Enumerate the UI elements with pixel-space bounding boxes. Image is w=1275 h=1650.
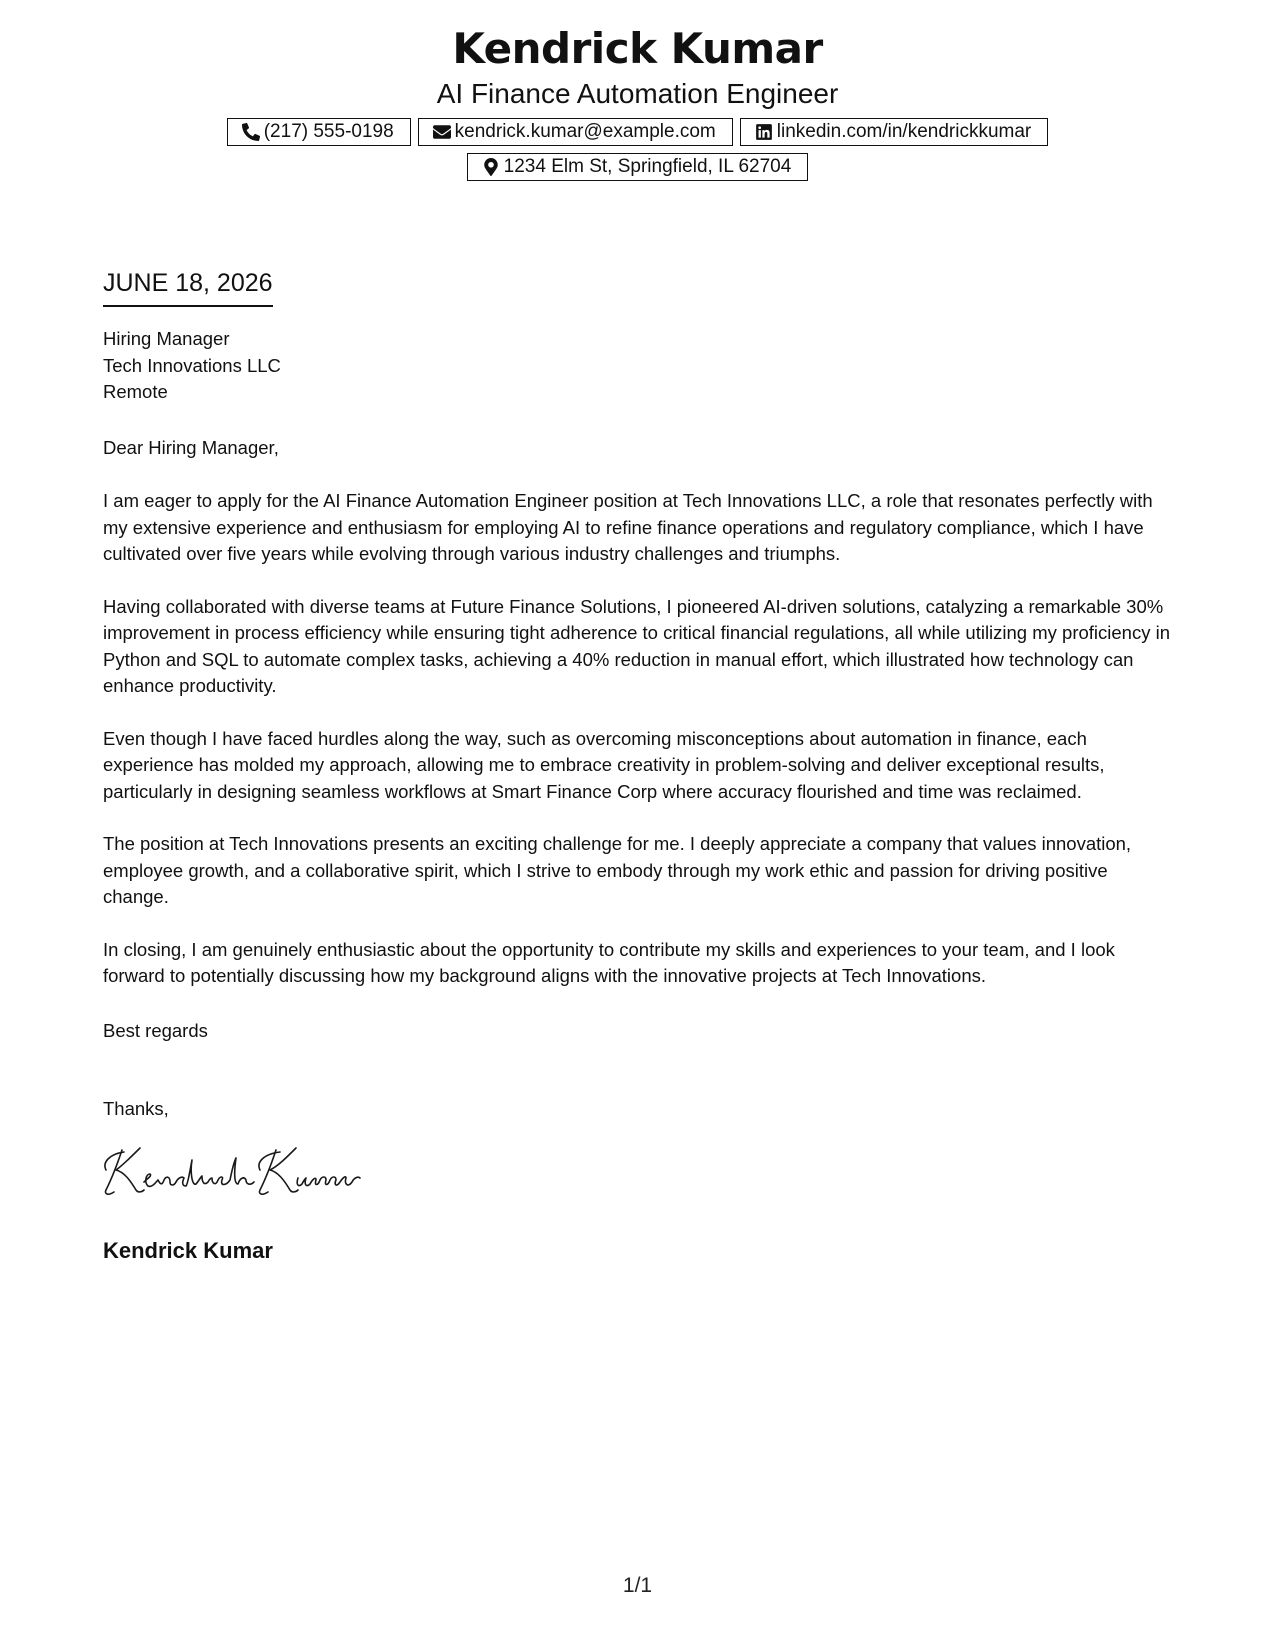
salutation: Dear Hiring Manager, [103, 437, 279, 458]
signature-image [100, 1140, 370, 1200]
body-paragraph: Even though I have faced hurdles along the way, such as overcoming misconceptions about automation in finance, each experience has molded my approach, allowing me to embrace creativity in problem-solving and deliver exceptional results, particularly in designing seamless workflows at Smart Finance Corp where accuracy flourished and time was reclaimed. [103, 727, 1105, 802]
contact-address [467, 153, 809, 181]
phone-icon [242, 123, 260, 141]
contact-row-secondary [0, 153, 1275, 181]
contact-linkedin[interactable] [740, 118, 1049, 146]
applicant-title: AI Finance Automation Engineer [436, 78, 839, 109]
contact-row-primary [0, 118, 1275, 146]
contact-phone [227, 118, 411, 146]
recipient-company: Tech Innovations LLC [103, 354, 281, 376]
recipient-name: Hiring Manager [103, 328, 230, 349]
contact-phone-text: (217) 555-0198 [263, 121, 394, 142]
contact-linkedin-text: linkedin.com/in/kendrickkumar [776, 121, 1032, 142]
applicant-name: Kendrick Kumar [452, 24, 823, 73]
signed-name: Kendrick Kumar [103, 1238, 273, 1263]
letter-date: JUNE 18, 2026 [103, 267, 273, 307]
body-paragraph: The position at Tech Innovations presents an exciting challenge for me. I deeply appreciate a company that values innovation, employee growth, and a collaborative spirit, which I strive to embody through my work ethic and passion for driving positive change. [103, 833, 1132, 907]
body-paragraph: Having collaborated with diverse teams at Future Finance Solutions, I pioneered AI-driven solutions, catalyzing a remarkable 30% improvement in process efficiency while ensuring tight adherence to critical financial regulations, all while utilizing my proficiency in Python and SQL to automate complex tasks, achieving a 40% reduction in manual effort, which illustrated how technology can enhance productivity. [103, 595, 1171, 696]
letter-header [0, 22, 1275, 181]
letter-body [103, 488, 1178, 1016]
contact-email-text: kendrick.kumar@example.com [454, 121, 716, 142]
page-number: 1/1 [622, 1574, 653, 1597]
recipient-block [103, 326, 1178, 406]
closing-phrase: Best regards [103, 1020, 208, 1041]
contact-address-text: 1234 Elm St, Springfield, IL 62704 [503, 156, 792, 177]
thanks-phrase: Thanks, [103, 1098, 169, 1119]
envelope-icon [433, 123, 451, 141]
contact-email[interactable] [418, 118, 733, 146]
body-paragraph: I am eager to apply for the AI Finance Automation Engineer position at Tech Innovations LLC, a role that resonates perfectly with my extensive experience and enthusiasm for employing AI to refine finance operations and regulatory compliance, which I have cultivated over five years while evolving through various industry challenges and triumphs. [103, 490, 1153, 564]
recipient-location: Remote [103, 381, 168, 402]
map-marker-icon [482, 158, 500, 176]
body-paragraph: In closing, I am genuinely enthusiastic about the opportunity to contribute my skills and experiences to your team, and I look forward to potentially discussing how my background aligns with the innovative projects at Tech Innovations. [103, 938, 1115, 986]
linkedin-icon [755, 123, 773, 141]
